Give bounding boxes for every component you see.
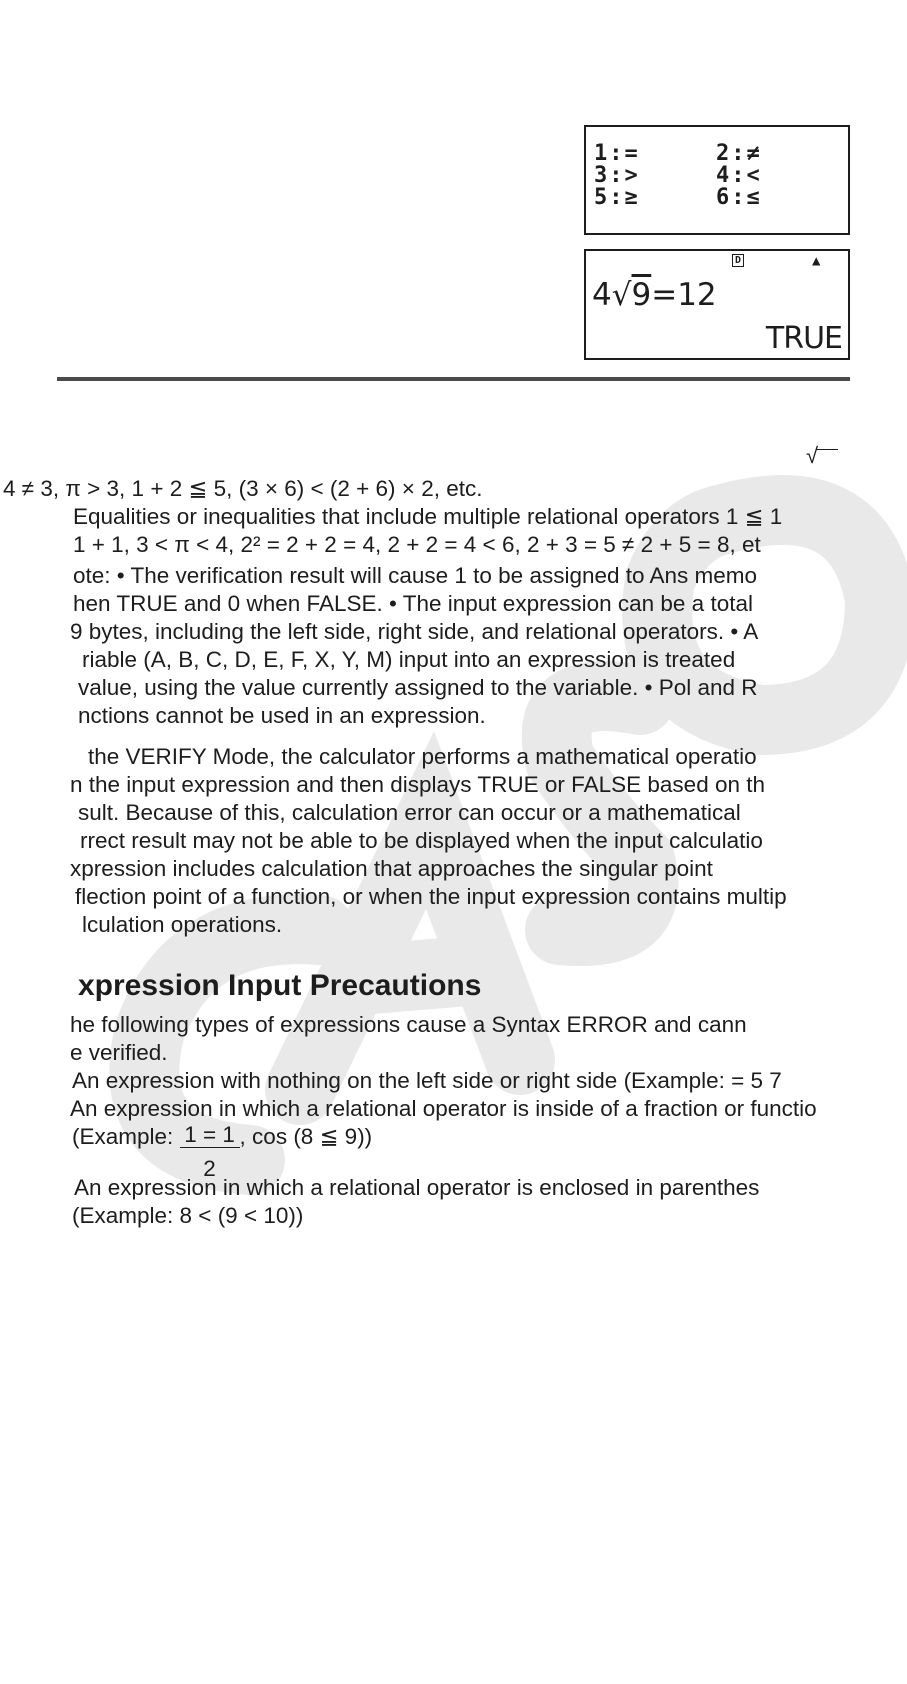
text-line: ote: • The verification result will cause 1 to be assigned to Ans memo [73,563,758,588]
fraction [180,1122,240,1181]
text-line: An expression in which a relational operator is inside of a fraction or functio [70,1096,817,1121]
menu-item-3: 3:> [594,163,640,188]
menu-item-6: 6:≤ [716,185,762,210]
verify-result: TRUE [765,321,842,356]
text-line: nctions cannot be used in an expression. [78,703,486,728]
expr-suffix: =12 [651,277,717,313]
expr-prefix: 4 [592,277,612,313]
text-line: lculation operations. [82,912,283,937]
example-fraction-line [72,1122,373,1181]
radicand: 9 [631,277,652,313]
lcd-result-display [584,249,850,360]
text-line: he following types of expressions cause a Syntax ERROR and cann [70,1012,747,1037]
menu-item-1: 1:= [594,141,640,166]
text-line: rrect result may not be able to be displayed when the input calculatio [80,828,763,853]
section-heading: xpression Input Precautions [78,969,482,1002]
sqrt-bar [816,449,838,468]
text-line: e verified. [70,1040,168,1065]
fraction-denominator: 2 [203,1156,216,1181]
text-line: 1 + 1, 3 < π < 4, 2² = 2 + 2 = 4, 2 + 2 = 4 < 6, 2 + 3 = 5 ≠ 2 + 5 = 8, et [73,532,761,557]
fraction-numerator: 1 = 1 [180,1123,240,1148]
text-line: 4 ≠ 3, π > 3, 1 + 2 ≦ 5, (3 × 6) < (2 + 6) × 2, etc. [3,476,483,501]
section-divider [57,377,850,381]
sqrt-sign: √ [611,277,632,313]
menu-item-4: 4:< [716,163,762,188]
text-line: n the input expression and then displays TRUE or FALSE based on th [70,772,766,797]
text-line: the VERIFY Mode, the calculator performs a mathematical operatio [88,744,757,769]
text-line: An expression in which a relational operator is enclosed in parenthes [74,1175,760,1200]
text-line: sult. Because of this, calculation error can occur or a mathematical [78,800,741,825]
text-line: hen TRUE and 0 when FALSE. • The input expression can be a total [73,591,753,616]
example-prefix: (Example: [72,1124,180,1149]
input-expression [592,277,717,313]
text-line: 9 bytes, including the left side, right side, and relational operators. • A [70,619,759,644]
degree-indicator: D [732,254,744,267]
example-suffix: , cos (8 ≦ 9)) [239,1124,373,1149]
sqrt-glyph: √ [806,443,819,468]
scroll-up-indicator-icon: ▲ [812,253,821,269]
text-line: riable (A, B, C, D, E, F, X, Y, M) input into an expression is treated [82,647,736,672]
sqrt-symbol [806,443,838,469]
text-line: An expression with nothing on the left side or right side (Example: = 5 7 [72,1068,782,1093]
text-line: value, using the value currently assigned to the variable. • Pol and R [78,675,758,700]
menu-item-5: 5:≥ [594,185,640,210]
text-line: (Example: 8 < (9 < 10)) [72,1203,304,1228]
menu-item-2: 2:≠ [716,141,762,166]
text-line: Equalities or inequalities that include multiple relational operators 1 ≦ 1 [73,504,783,529]
text-line: xpression includes calculation that approaches the singular point [70,856,713,881]
lcd-menu-display [584,125,850,235]
text-line: flection point of a function, or when the input expression contains multip [75,884,787,909]
